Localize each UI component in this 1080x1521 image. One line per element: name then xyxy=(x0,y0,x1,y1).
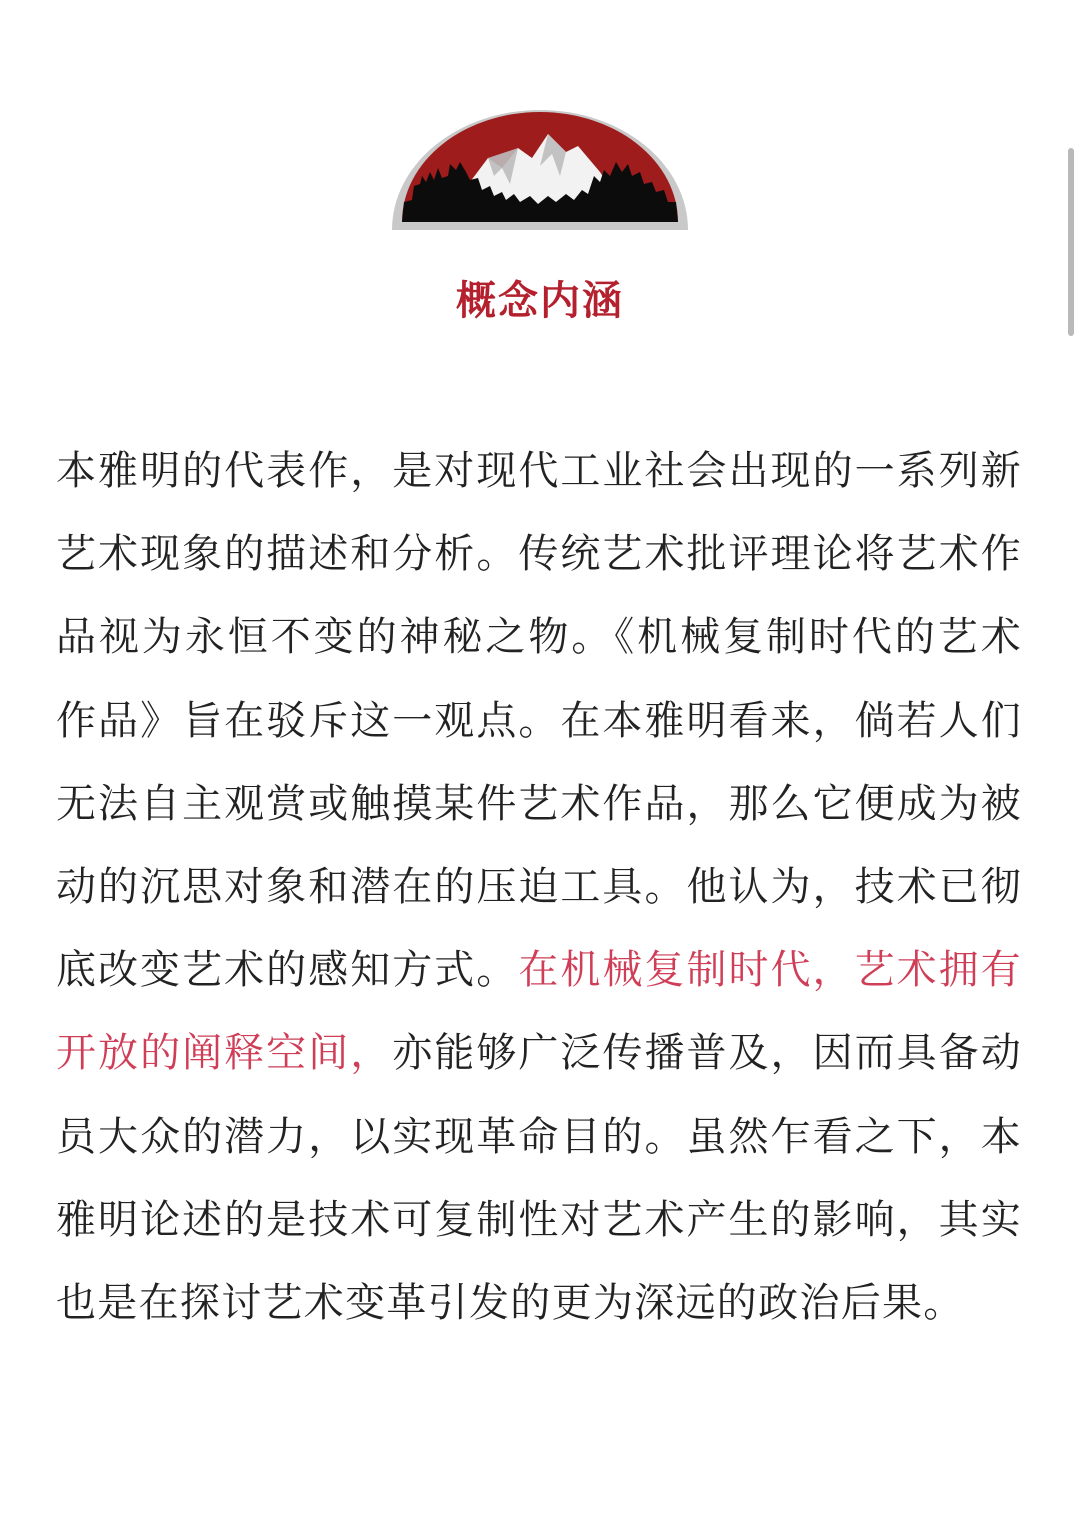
mountain-pagoda-emblem-icon xyxy=(390,106,690,232)
article-text-highlight: 在机械复制时代，艺术拥有开放的阐释空间， xyxy=(56,947,1022,1077)
section-title: 概念内涵 xyxy=(456,278,624,324)
article-text-intro: 本雅明的代表作，是对现代工业社会出现的一系列新艺术现象的描述和分析。传统艺术批评理论将艺术作品视为永恒不变的神秘之物。《机械复制时代的艺术作品》旨在驳斥这一观点。在本雅明看来，倘若人们无法自主观赏或触摸某件艺术作品，那么它便成为被动的沉思对象和潜在的压迫工具。他认为，技术已彻底改变艺术的感知方式。 xyxy=(56,448,1022,994)
article-text-conclusion: 亦能够广泛传播普及，因而具备动员大众的潜力，以实现革命目的。虽然乍看之下，本雅明论述的是技术可复制性对艺术产生的影响，其实也是在探讨艺术变革引发的更为深远的政治后果。 xyxy=(56,1030,1023,1327)
article-body xyxy=(56,430,1022,1345)
